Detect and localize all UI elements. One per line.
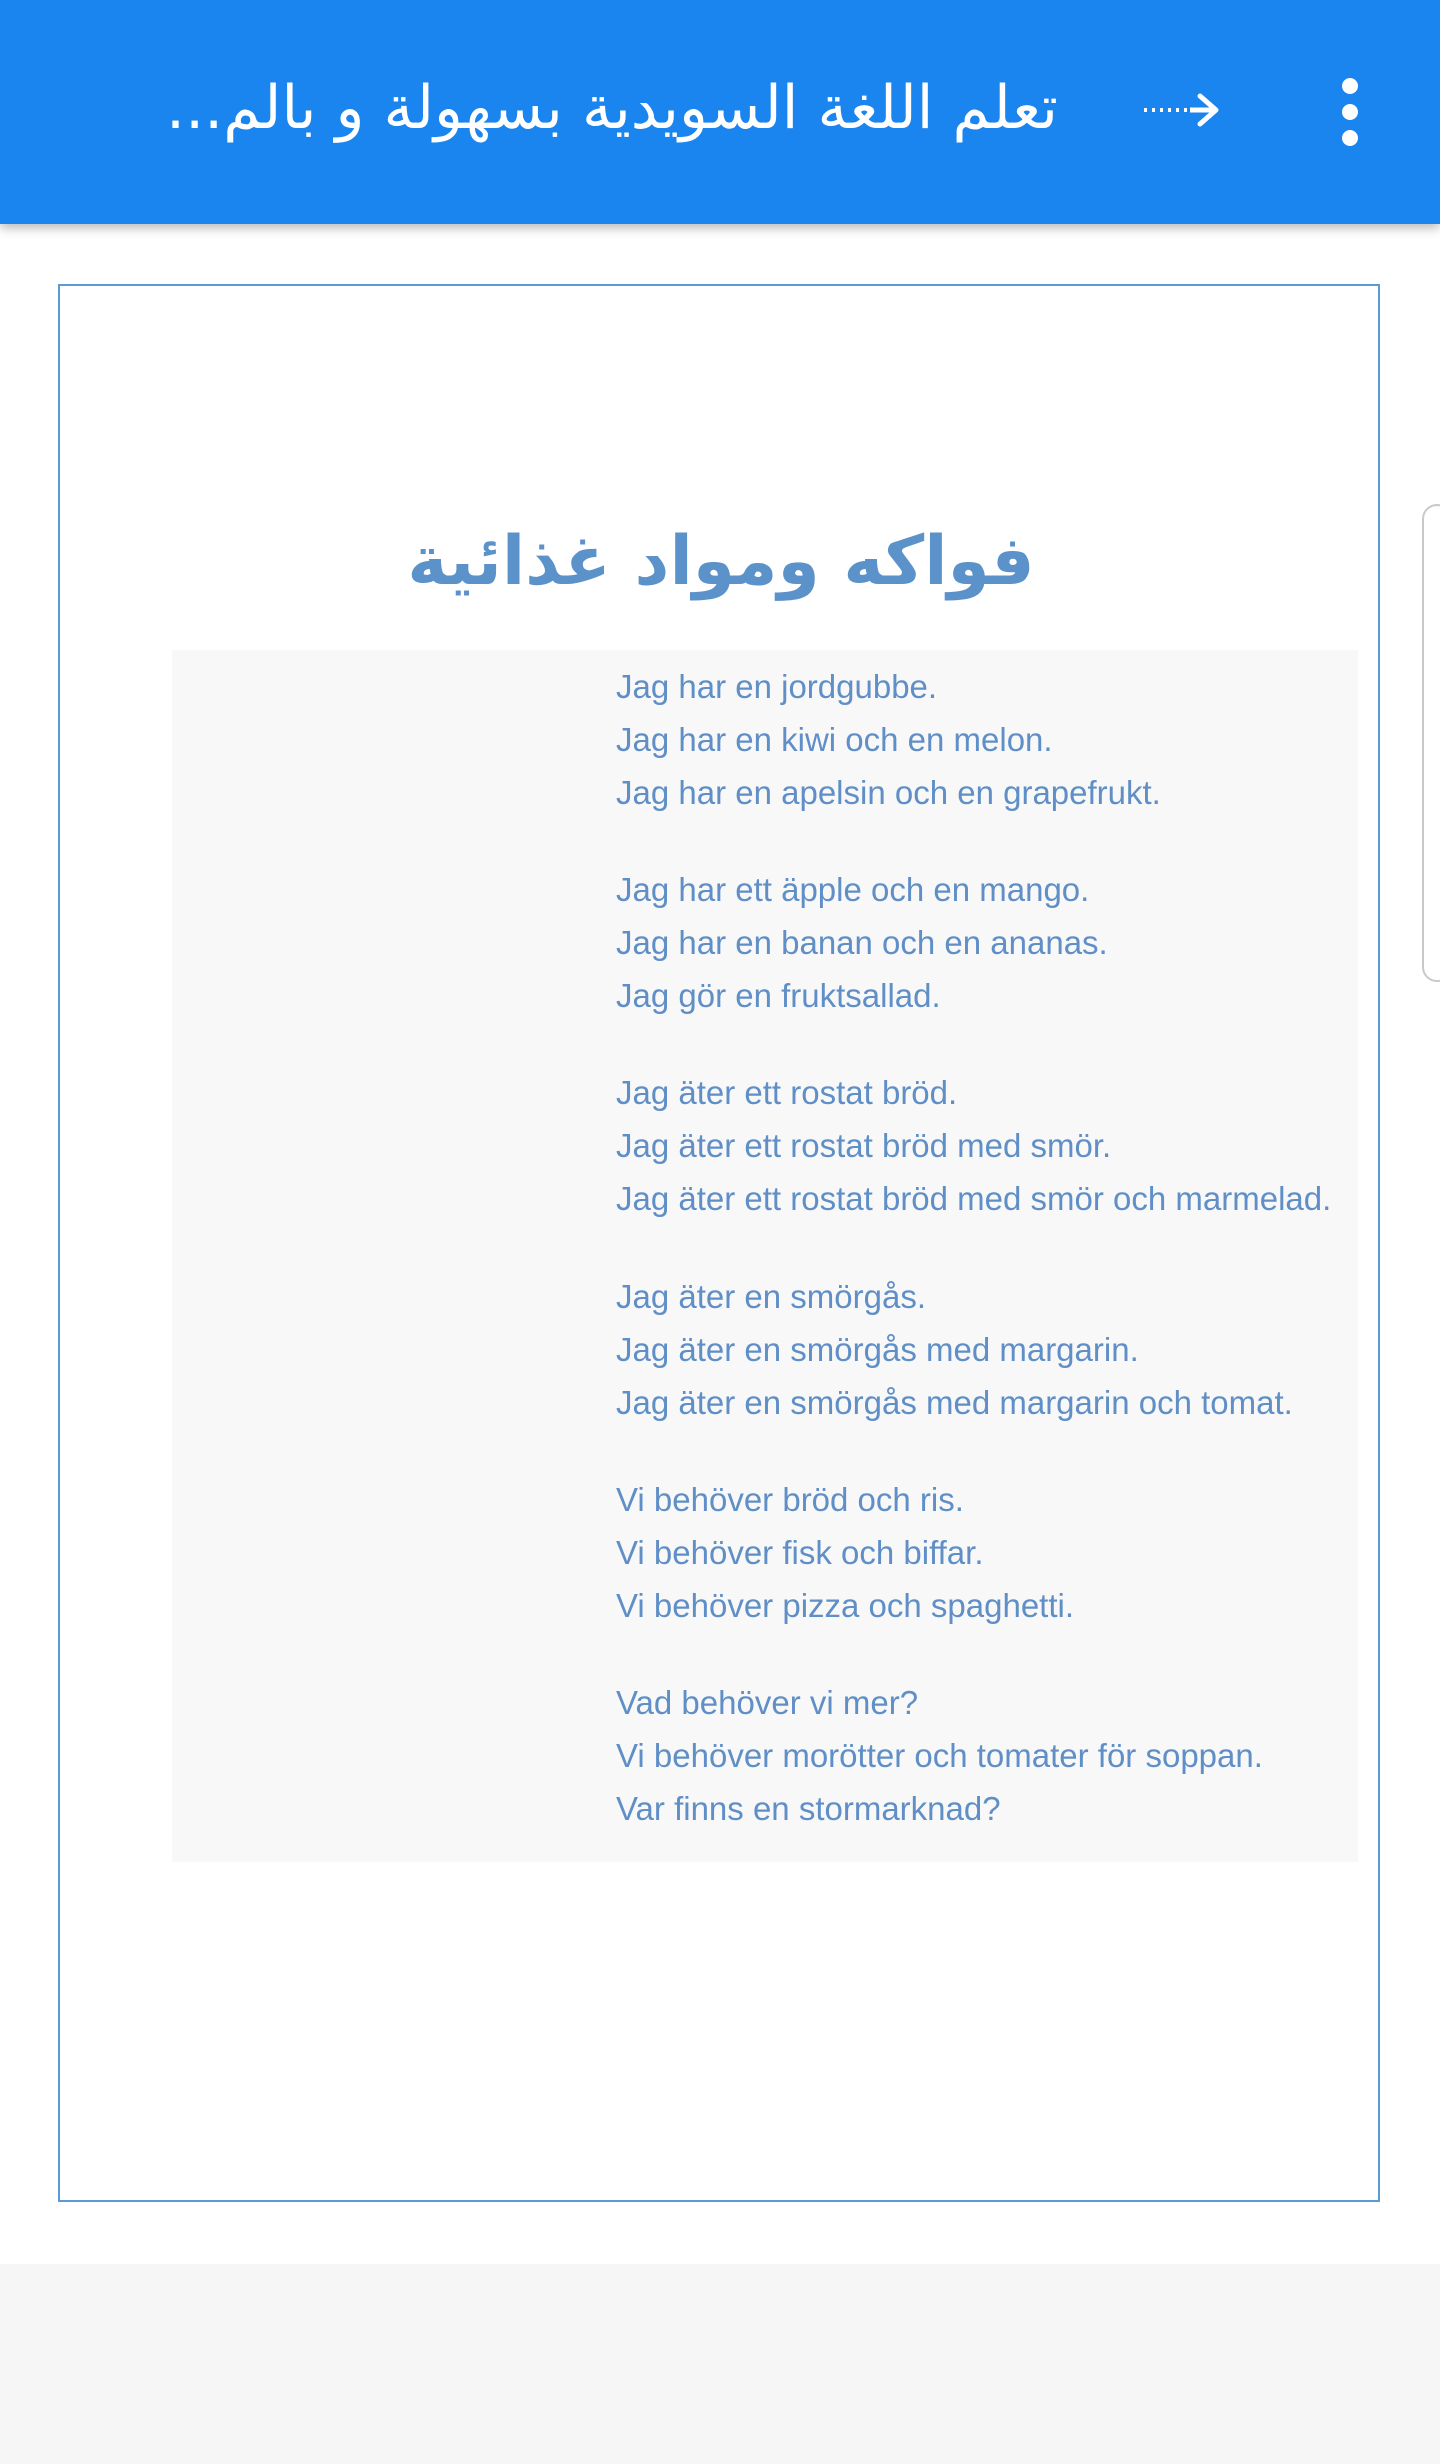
- swedish-phrase: Var finns en stormarknad?: [616, 1790, 1001, 1827]
- app-bar: [0, 0, 1440, 224]
- swedish-phrase: Jag har en banan och en ananas.: [616, 924, 1108, 961]
- swedish-phrase: Vi behöver bröd och ris.: [616, 1481, 964, 1518]
- swedish-phrase: Jag äter ett rostat bröd med smör och marmelad.: [616, 1180, 1332, 1217]
- swedish-phrase: Jag har en apelsin och en grapefrukt.: [616, 774, 1161, 811]
- bottom-area: [0, 2264, 1440, 2464]
- swedish-phrase: Jag äter ett rostat bröd.: [616, 1074, 958, 1111]
- swedish-phrase: Jag äter en smörgås med margarin.: [616, 1331, 1139, 1368]
- app-title: تعلم اللغة السويدية بسهولة و بالم...: [166, 73, 1058, 143]
- swedish-phrase: Vi behöver fisk och biffar.: [616, 1534, 984, 1571]
- lesson-frame: [58, 284, 1380, 2202]
- swedish-phrase: Vi behöver pizza och spaghetti.: [616, 1587, 1075, 1624]
- swedish-phrase: Jag äter ett rostat bröd med smör.: [616, 1127, 1112, 1164]
- swedish-phrase: Jag har ett äpple och en mango.: [616, 871, 1090, 908]
- lesson-title: فواكه ومواد غذائية: [407, 522, 1035, 601]
- swedish-phrase: Jag gör en fruktsallad.: [616, 977, 941, 1014]
- swedish-phrase: Jag äter en smörgås med margarin och tomat.: [616, 1384, 1293, 1421]
- dotted-arrow-right-icon[interactable]: [1140, 80, 1222, 140]
- more-vert-icon[interactable]: [1318, 70, 1382, 154]
- swedish-phrase: Vad behöver vi mer?: [616, 1684, 919, 1721]
- swedish-phrase: Jag äter en smörgås.: [616, 1278, 926, 1315]
- swedish-phrase: Vi behöver morötter och tomater för soppan.: [616, 1737, 1263, 1774]
- swedish-phrase: Jag har en kiwi och en melon.: [616, 721, 1053, 758]
- lesson-text-box: [172, 650, 1358, 1862]
- page-edge-tab[interactable]: [1422, 504, 1440, 982]
- swedish-phrase: Jag har en jordgubbe.: [616, 668, 938, 705]
